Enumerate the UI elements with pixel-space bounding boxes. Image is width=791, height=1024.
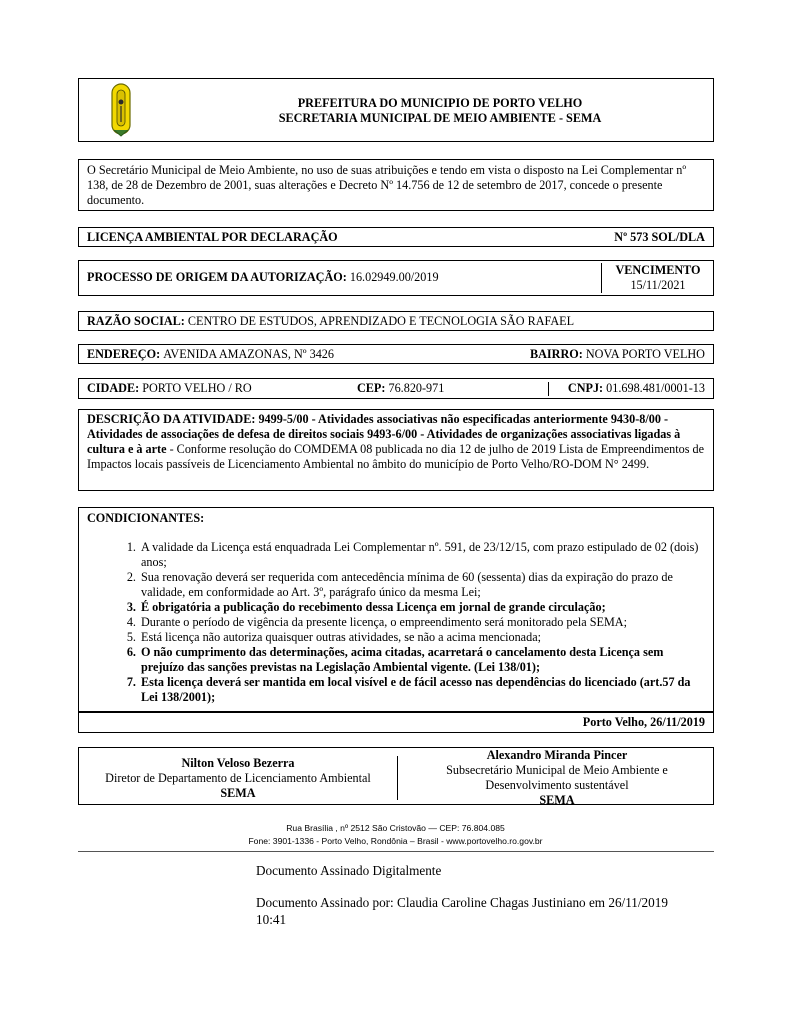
signatory-right xyxy=(399,748,715,808)
condition-item: 1. A validade da Licença está enquadrada Lei Complementar nº. 591, de 23/12/15, com prazo estipulado de 02 (dois) anos; xyxy=(139,540,705,570)
activity-codes: 9499-5/00 - Atividades associativas não especificadas anteriormente 9430-8/00 - Atividades de associações de defesa de direitos sociais 9493-6/00 - Atividades de organizações associativas ligadas à cultura e à arte xyxy=(87,412,681,456)
address-row xyxy=(78,344,714,364)
signatory-right-org: SEMA xyxy=(539,793,575,807)
signatory-right-role-1: Subsecretário Municipal de Meio Ambiente e xyxy=(446,763,668,777)
condition-item: 5. Está licença não autoriza quaisquer outras atividades, se não a acima mencionada; xyxy=(139,630,705,645)
condition-item: 2. Sua renovação deverá ser requerida com antecedência mínima de 60 (sessenta) dias da expiração do prazo de validade, em conformidade ao Art. 3º, parágrafo único da mesma Lei; xyxy=(139,570,705,600)
company-value: CENTRO DE ESTUDOS, APRENDIZADO E TECNOLOGIA SÃO RAFAEL xyxy=(187,313,575,328)
date-line: Porto Velho, 26/11/2019 xyxy=(582,715,705,729)
footer-address: Rua Brasília , nº 2512 São Cristovão — CEP: 76.804.085 xyxy=(286,823,505,833)
digital-signed-label: Documento Assinado Digitalmente xyxy=(256,863,442,878)
cnpj-divider xyxy=(548,382,549,396)
coat-of-arms-logo xyxy=(108,82,134,138)
condition-item: 6. O não cumprimento das determinações, acima citadas, acarretará o cancelamento desta Licença sem prejuízo das sanções previstas na Legislação Ambiental vigente. (Lei 138/01); xyxy=(139,645,705,675)
due-label: VENCIMENTO xyxy=(615,263,701,277)
signatory-left-org: SEMA xyxy=(220,786,256,800)
intro-paragraph: O Secretário Municipal de Meio Ambiente, no uso de suas atribuições e tendo em vista o disposto na Lei Complementar nº 138, de 28 de Dezembro de 2001, suas alterações e Decreto Nº 14.756 de 12 de setembro de 2017, concede o presente documento. xyxy=(78,159,714,211)
activity-label: DESCRIÇÃO DA ATIVIDADE: xyxy=(87,412,256,426)
company-label: RAZÃO SOCIAL: xyxy=(87,313,185,328)
condition-item: 7. Esta licença deverá ser mantida em local visível e de fácil acesso nas dependências do licenciado (art.57 da Lei 138/2001); xyxy=(139,675,705,705)
page-title xyxy=(210,96,670,126)
company-row xyxy=(78,311,714,331)
cnpj-label: CNPJ: xyxy=(567,381,604,395)
condition-item: 3. É obrigatória a publicação do recebimento dessa Licença em jornal de grande circulação; xyxy=(139,600,705,615)
location-row xyxy=(78,378,714,399)
cnpj-value: 01.698.481/0001-13 xyxy=(606,381,705,395)
header-line-1: PREFEITURA DO MUNICIPIO DE PORTO VELHO xyxy=(297,96,583,110)
condition-item: 4. Durante o período de vigência da presente licença, o empreendimento será monitorado pela SEMA; xyxy=(139,615,705,630)
activity-box xyxy=(78,409,714,491)
header-line-2: SECRETARIA MUNICIPAL DE MEIO AMBIENTE - SEMA xyxy=(278,111,602,125)
process-divider xyxy=(601,263,602,293)
cep-label: CEP: xyxy=(357,381,386,395)
signatures-box xyxy=(78,747,714,805)
license-row xyxy=(78,227,714,247)
process-label: PROCESSO DE ORIGEM DA AUTORIZAÇÃO: xyxy=(87,270,347,284)
city-label: CIDADE: xyxy=(87,381,140,395)
signature-divider xyxy=(397,756,398,800)
footer-contact: Fone: 3901-1336 - Porto Velho, Rondônia – Brasil - www.portovelho.ro.gov.br xyxy=(248,836,543,846)
district-label: BAIRRO: xyxy=(529,346,583,361)
activity-text: - Conforme resolução do COMDEMA 08 publicada no dia 12 de julho de 2019 Lista de Empreendimentos de Impactos locais passíveis de Licenciamento Ambiental no âmbito do município de Porto Velho/RO-DOM N° 2499. xyxy=(87,442,705,471)
city-value: PORTO VELHO / RO xyxy=(142,381,252,395)
conditions-title: CONDICIONANTES: xyxy=(87,511,205,525)
conditions-list xyxy=(87,540,705,705)
signatory-left-role: Diretor de Departamento de Licenciamento Ambiental xyxy=(105,771,371,785)
address-label: ENDEREÇO: xyxy=(87,346,161,361)
license-title: LICENÇA AMBIENTAL POR DECLARAÇÃO xyxy=(87,229,338,244)
process-row xyxy=(78,260,714,296)
signatory-left-name: Nilton Veloso Bezerra xyxy=(181,756,295,770)
conditions-divider xyxy=(79,711,713,713)
digital-signed-by: Documento Assinado por: Claudia Caroline Chagas Justiniano em 26/11/2019 10:41 xyxy=(256,895,668,927)
district-value: NOVA PORTO VELHO xyxy=(585,346,705,361)
address-value: AVENIDA AMAZONAS, Nº 3426 xyxy=(163,346,334,361)
signatory-right-role-2: Desenvolvimento sustentável xyxy=(485,778,629,792)
cep-value: 76.820-971 xyxy=(388,381,445,395)
signatory-left xyxy=(79,756,397,801)
license-number: Nº 573 SOL/DLA xyxy=(614,229,705,244)
footer-rule xyxy=(78,851,714,852)
conditions-box xyxy=(78,507,714,733)
due-value: 15/11/2021 xyxy=(630,278,686,292)
process-value: 16.02949.00/2019 xyxy=(349,270,439,284)
signatory-right-name: Alexandro Miranda Pincer xyxy=(486,748,628,762)
